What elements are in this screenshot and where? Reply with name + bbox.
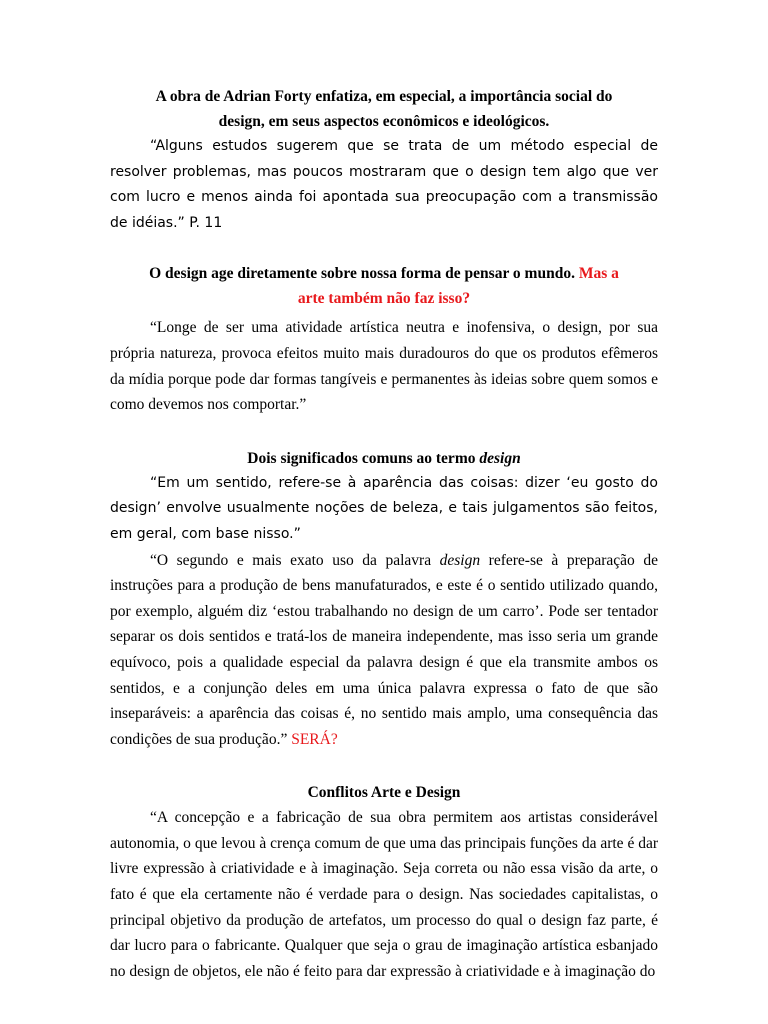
section3-quote2-after: refere-se à preparação de instruções para a produção de bens manufaturados, e este é o sentido utilizado quando, por exemplo, alguém diz ‘estou trabalhando no design de um carro’. Pode ser tentador separar os dois sentidos e tratá-los de maneira independente, mas isso seria um grande equívoco, pois a qualidade especial da palavra design é que ela transmite ambos os sentidos, e a conjunção deles em uma única palavra expressa o fato de que são inseparáveis: a aparência das coisas é, no sentido mais amplo, uma consequência das condições de sua produção.” — [110, 551, 658, 748]
section3-quote1: “Em um sentido, refere-se à aparência das coisas: dizer ‘eu gosto do design’ envolve usualmente noções de beleza, e tais julgamentos são feitos, em geral, com base nisso.” — [110, 474, 658, 542]
section2-quote: “Longe de ser uma atividade artística neutra e inofensiva, o design, por sua própria natureza, provoca efeitos muito mais duradouros do que os produtos efêmeros da mídia porque pode dar formas tangíveis e permanentes às ideias sobre quem somos e como devemos nos comportar.” — [110, 319, 658, 414]
section1-quote — [110, 134, 658, 236]
section2-heading-line1 — [110, 261, 658, 286]
section2-heading-red-line2: arte também não faz isso? — [297, 290, 471, 308]
section3-heading-prefix: Dois significados comuns ao termo — [247, 449, 480, 467]
section3-sera-remark: SERÁ? — [287, 730, 338, 748]
section4-quote: “A concepção e a fabricação de sua obra permitem aos artistas considerável autonomia, o que levou à crença comum de que uma das principais funções da arte é dar livre expressão à criatividade e à imaginação. Seja correta ou não essa visão da arte, o fato é que ela certamente não é verdade para o design. Nas sociedades capitalistas, o principal objetivo da produção de artefatos, um processo do qual o design faz parte, é dar lucro para o fabricante. Qualquer que seja o grau de imaginação artística esbanjado no design de objetos, ele não é feito para dar expressão à criatividade e à imaginação do — [110, 809, 658, 980]
section3-heading-italic: design — [479, 449, 521, 467]
section1-heading-line1: A obra de Adrian Forty enfatiza, em especial, a importância social do — [155, 88, 613, 105]
section3-quote2-italic: design — [439, 551, 481, 569]
document-content — [110, 84, 658, 984]
section4-heading: Conflitos Arte e Design — [307, 784, 461, 802]
section3-heading — [110, 446, 658, 471]
section1-heading — [110, 84, 658, 134]
section3-quote2-before: “O segundo e mais exato uso da palavra — [150, 551, 440, 569]
section2-heading-black: O design age diretamente sobre nossa forma de pensar o mundo. — [149, 265, 575, 283]
section2-heading — [110, 261, 658, 311]
section2-heading-red-start: Mas a — [574, 265, 619, 283]
section1-heading-line2: design, em seus aspectos econômicos e ideológicos. — [218, 113, 550, 130]
section1-page-ref: P. 11 — [184, 214, 223, 231]
section3-quote2 — [110, 548, 658, 753]
section1-quote-text: “Alguns estudos sugerem que se trata de um método especial de resolver problemas, mas poucos mostraram que o design tem algo que ver com lucro e menos ainda foi apontada sua preocupação com a transmissão de idéias.” — [110, 138, 658, 231]
